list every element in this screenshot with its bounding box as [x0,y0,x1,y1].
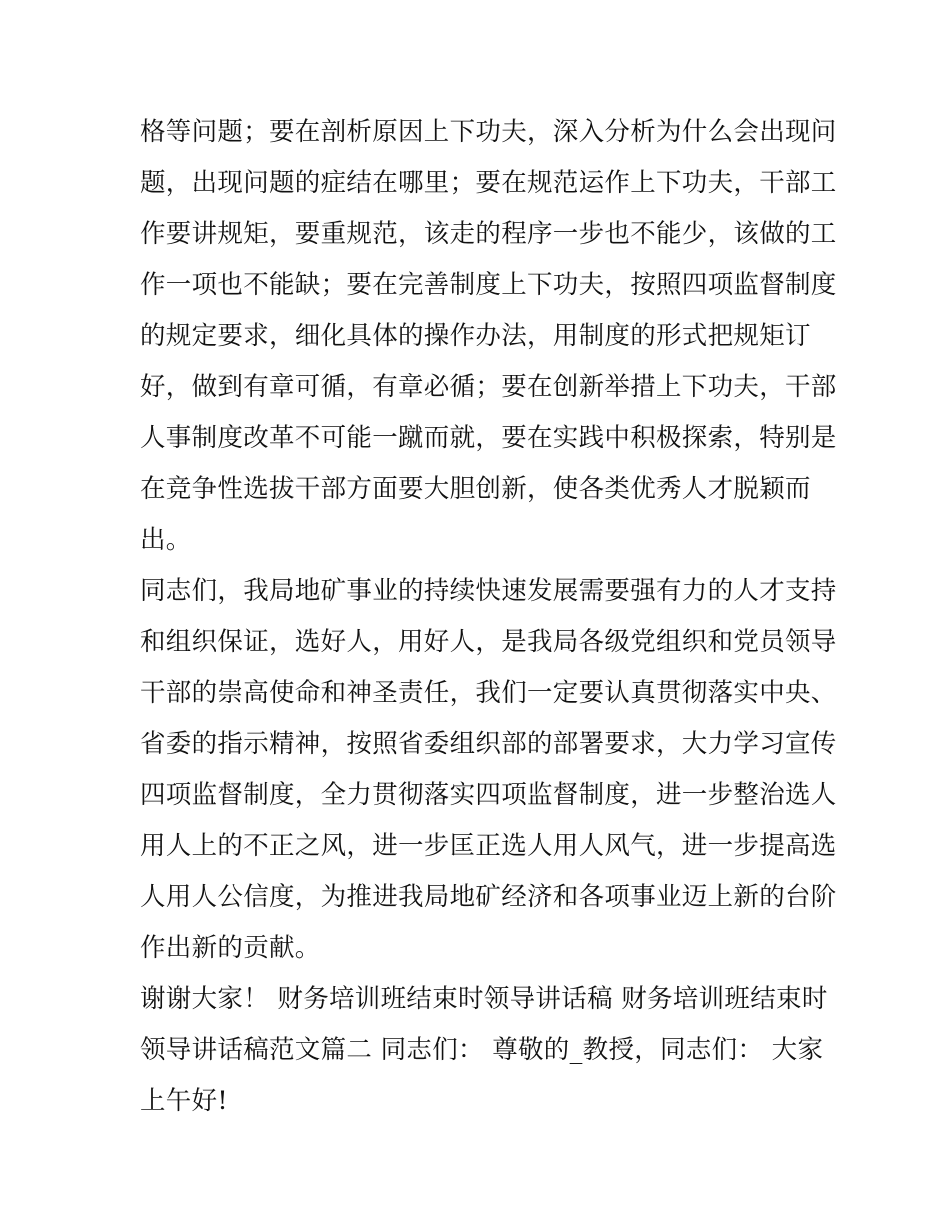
text-line: 作要讲规矩，要重规范，该走的程序一步也不能少，该做的工 [140,219,837,249]
text-line: 和组织保证，选好人，用好人，是我局各级党组织和党员领导 [140,627,837,657]
text-line: 作出新的贡献。 [140,933,321,963]
text-line: 出。 [140,525,192,555]
text-line: 在竞争性选拔干部方面要大胆创新，使各类优秀人才脱颖而 [140,474,811,504]
text-line: 人事制度改革不可能一蹴而就，要在实践中积极探索，特别是 [140,423,837,453]
text-line: 上午好! [140,1086,228,1116]
text-line: 作一项也不能缺；要在完善制度上下功夫，按照四项监督制度 [140,270,837,300]
text-line: 领导讲话稿范文篇二 同志们： 尊敬的_教授，同志们： 大家 [140,1035,824,1065]
text-line: 同志们，我局地矿事业的持续快速发展需要强有力的人才支持 [140,576,837,606]
text-line: 好，做到有章可循，有章必循；要在创新举措上下功夫，干部 [140,372,837,402]
text-line: 用人上的不正之风，进一步匡正选人用人风气，进一步提高选 [140,831,837,861]
text-line: 题，出现问题的症结在哪里；要在规范运作上下功夫，干部工 [140,168,837,198]
text-line: 的规定要求，细化具体的操作办法，用制度的形式把规矩订 [140,321,811,351]
text-line: 省委的指示精神，按照省委组织部的部署要求，大力学习宣传 [140,729,837,759]
body-text [140,107,837,1127]
text-line: 格等问题；要在剖析原因上下功夫，深入分析为什么会出现问 [140,117,837,147]
text-line: 四项监督制度，全力贯彻落实四项监督制度，进一步整治选人 [140,780,837,810]
text-line: 干部的崇高使命和神圣责任，我们一定要认真贯彻落实中央、 [140,678,837,708]
text-line: 人用人公信度，为推进我局地矿经济和各项事业迈上新的台阶 [140,882,837,912]
text-line: 谢谢大家！ 财务培训班结束时领导讲话稿 财务培训班结束时 [140,984,828,1014]
